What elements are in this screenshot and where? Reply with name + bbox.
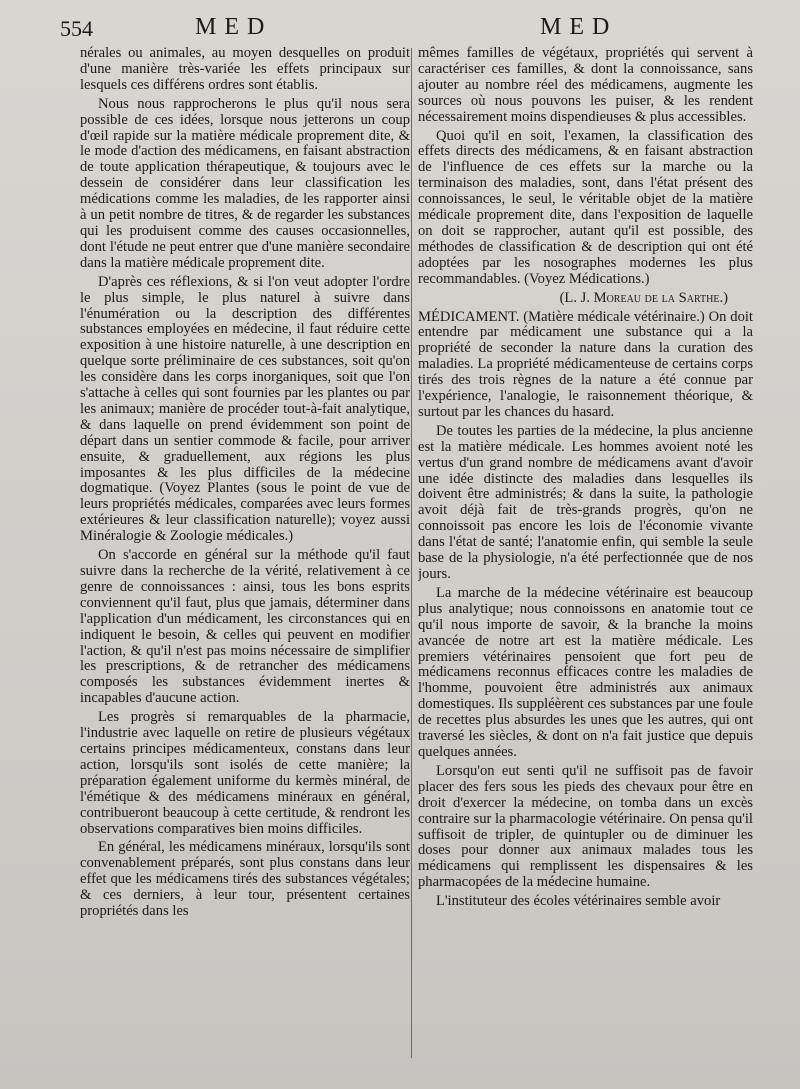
paragraph: L'instituteur des écoles vétérinaires semble avoir [436,893,721,910]
paragraph: On s'accorde en général sur la méthode qu'il faut suivre dans la recherche de la vérité, relativement à ce genre de connoissances : ainsi, tous les bons esprits conviennent qu'il faut, plus que jamais, déterminer dans l'application d'un médicament, les circonstances qui en indiquent le besoin, & celles qui peuvent en modifier l'action, & qu'il n'est pas moins nécessaire de simplifier les prescriptions, & de retrancher des médicamens composés les substances évidemment inertes & incapables d'aucune action. [80,547,410,707]
paragraph: En général, les médicamens minéraux, lorsqu'ils sont convenablement préparés, sont plus constans dans leur effet que les médicamens tirés des substances végétales; & ces derniers, à leur tour, présentent certaines propriétés dans les [80,839,410,920]
page-header [60,14,750,44]
column-divider [411,48,412,1058]
right-column [418,46,753,1086]
running-head-left: MED [195,14,273,40]
paragraph: Quoi qu'il en soit, l'examen, la classification des effets directs des médicamens, & en faisant abstraction de l'influence de ces effets sur la marche ou la terminaison des maladies, sont, dans l'état présent des connoissances, le seul, le véritable objet de la matière médicale proprement dite, dans l'exposition de laquelle on doit se rapprocher, autant qu'il est possible, des méthodes de classification & de description qui ont été adoptées par les nosographes modernes les plus recommandables. (Voyez Médications.) [418,127,753,287]
paragraph: Lorsqu'on eut senti qu'il ne suffisoit pas de favoir placer des fers sous les pieds des chevaux pour être en droit d'exercer la médecine, on tomba dans un excès contraire sur la pharmacologie vétérinaire. On pensa qu'il suffisoit de tripler, de quintupler ou de diminuer les doses pour donner aux animaux malades tous les médicamens qui remplissent les dispensaires & les pharmacopées de la médecine humaine. [418,762,753,891]
author-signature: (L. J. Moreau de la Sarthe.) [559,289,728,306]
page-number: 554 [60,16,93,41]
paragraph: Nous nous rapprocherons le plus qu'il nous sera possible de ces idées, lorsque nous jetterons un coup d'œil rapide sur la matière médicale proprement dite, & le mode d'action des médicamens, en faisant abstraction de toute application thérapeutique, & toujours avec le dessein de considérer dans leur classification les médications comme les maladies, de les rapporter ainsi à un petit nombre de titres, & de regarder les substances qui les produisent comme des causes occasionnelles, dont l'étude ne peut entrer que d'une manière secondaire dans la matière médicale proprement dite. [80,95,410,271]
paragraph: mêmes familles de végétaux, propriétés qui servent à caractériser ces familles, & dont la connoissance, sans ajouter au nombre réel des médicamens, augmente les sources où nous pouvons les puiser, & les rendent nécessairement moins dispendieuses & plus accessibles. [418,46,753,125]
left-column [80,46,410,1086]
paragraph: La marche de la médecine vétérinaire est beaucoup plus analytique; nous connoissons en anatomie tout ce qu'il nous importe de savoir, & la branche la moins avancée de notre art est la matière médicale. Les premiers vétérinaires pensoient que fort peu de médicamens reconnus efficaces contre les maladies de l'homme, pouvoient être administrés aux animaux domestiques. Ils suppléèrent ces substances par une foule de recettes plus absurdes les unes que les autres, qui ont traversé les siècles, & dont on n'a fait justice que depuis quelques années. [418,584,753,760]
paragraph: D'après ces réflexions, & si l'on veut adopter l'ordre le plus simple, le plus naturel à suivre dans l'énumération ou la description des différentes substances employées en médecine, il faut réduire cette exposition à une histoire naturelle, à une description en quelque sorte préliminaire de ces substances, soit qu'on les considère dans les corps inorganiques, soit que l'on s'attache à celles qui sont fournies par les plantes ou par les animaux; manière de procéder tout-à-fait analytique, & dans laquelle on prend évidemment son point de départ dans un sentier commode & facile, pour arriver ensuite, & graduellement, aux régions les plus imposantes & les plus difficiles de la médecine dogmatique. (Voyez Plantes (sous le point de vue de leurs propriétés médicales, comparées avec leurs formes extérieures & leur classification naturelle); voyez aussi Minéralogie & Zoologie médicales.) [80,273,410,545]
paragraph: Les progrès si remarquables de la pharmacie, l'industrie avec laquelle on retire de plusieurs végétaux certains principes médicamenteux, constans dans leur action, lorsqu'ils sont isolés de cette manière; la préparation également uniforme du kermès minéral, de l'émétique & des médicamens minéraux en général, contribueront beaucoup à cette certitude, & rendront les observations comparatives bien moins difficiles. [80,709,410,837]
entry-heading-paragraph: MÉDICAMENT. (Matière médicale vétérinaire.) On doit entendre par médicament une substance qui a la propriété de seconder la nature dans la curation des maladies. La propriété médicamenteuse de certains corps tirés des trois règnes de la nature a été connue par l'expérience, l'analogie, le raisonnement théorique, & surtout par les chances du hasard. [418,308,753,420]
paragraph: nérales ou animales, au moyen desquelles on produit d'une manière très-variée les effets principaux sur lesquels ces différens ordres sont établis. [80,46,410,93]
running-head-right: MED [540,14,618,40]
paragraph: De toutes les parties de la médecine, la plus ancienne est la matière médicale. Les hommes avoient noté les vertus d'un grand nombre de médicamens avant d'avoir une idée distincte des maladies dans lesquelles ils doivent être administrés; & dans la suite, la pathologie avoit déjà fait de très-grands progrès, qu'on ne connoissoit pas encore les lois de l'économie vivante dans l'état de santé; l'anatomie enfin, qui semble la seule base de la physiologie, n'a été perfectionnée que de nos jours. [418,422,753,582]
